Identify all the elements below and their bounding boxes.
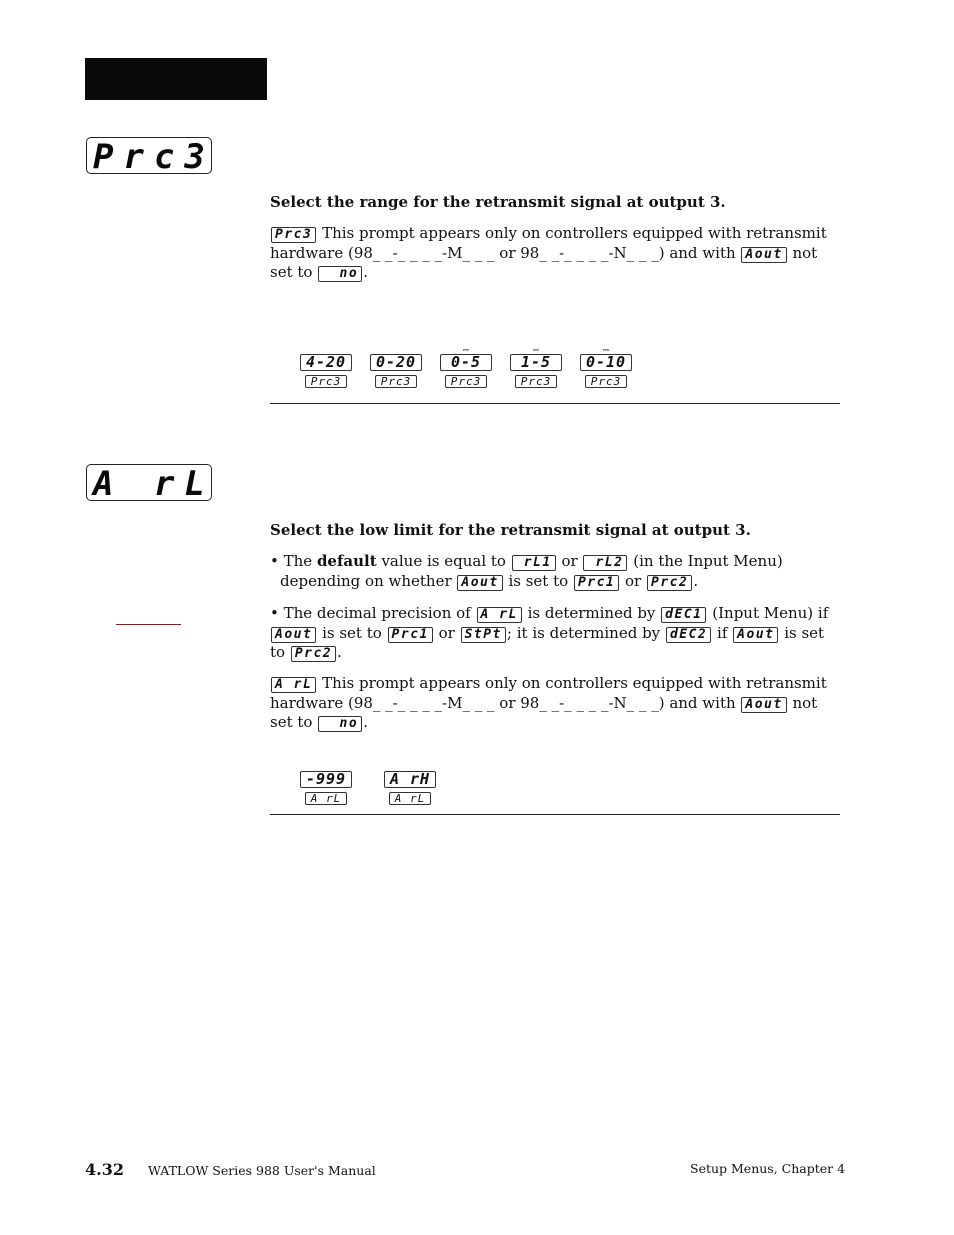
prompt-token: Aout xyxy=(457,575,502,591)
prompt-token: Prc1 xyxy=(574,575,619,591)
section2-bullet-precision: • The decimal precision of A rL is determined by dEC1 (Input Menu) if Aout is set to Prc1 or StPt ; it is determined by dEC2 if Aout is set to Prc2 . xyxy=(270,604,829,661)
section2-bullet-default: • The default value is equal to rL1 or rL2 (in the Input Menu) depending on whether Aout is set to Prc1 or Prc2 . xyxy=(270,552,783,590)
prompt-token: dEC1 xyxy=(661,607,706,623)
prompt-token: Prc3 xyxy=(271,227,316,243)
section1-divider xyxy=(270,403,840,404)
prompt-token: Aout xyxy=(741,697,786,713)
prompt-token: A rL xyxy=(271,677,316,693)
option-0-5: ⎓ 0-5 Prc3 xyxy=(436,346,496,388)
prompt-token: no xyxy=(318,716,362,732)
section2-heading: Select the low limit for the retransmit signal at output 3. xyxy=(270,521,751,539)
prompt-token: Aout xyxy=(271,627,316,643)
option-0-10: ⎓ 0-10 Prc3 xyxy=(576,346,636,388)
chapter-title: Setup Menus, Chapter 4 xyxy=(690,1161,846,1176)
prompt-token: Aout xyxy=(733,627,778,643)
prompt-token: Aout xyxy=(741,247,786,263)
prompt-display-prc3: Prc3 xyxy=(86,137,212,174)
prompt-token: rL1 xyxy=(512,555,556,571)
option-0-20: 0-20 Prc3 xyxy=(366,346,426,388)
option-a-rh: A rH A rL xyxy=(380,771,440,805)
section1-heading: Select the range for the retransmit signal at output 3. xyxy=(270,193,726,211)
manual-title: WATLOW Series 988 User's Manual xyxy=(148,1163,376,1178)
section1-note: Prc3 This prompt appears only on controllers equipped with retransmit hardware (98_ _-_ _ _ _-M_ _ _ or 98_ _-_ _ _ _-N_ _ _) and with Aout not set to no . xyxy=(270,224,827,281)
prompt-display-a-rl: A rL xyxy=(86,464,212,501)
option-minus-999: -999 A rL xyxy=(296,771,356,805)
prompt-token: StPt xyxy=(461,627,506,643)
section2-note: A rL This prompt appears only on controllers equipped with retransmit hardware (98_ _-_ _ _ _-M_ _ _ or 98_ _-_ _ _ _-N_ _ _) and with Aout not set to no . xyxy=(270,674,827,731)
option-1-5: ⎓ 1-5 Prc3 xyxy=(506,346,566,388)
prompt-token: rL2 xyxy=(583,555,627,571)
page-number: 4.32 xyxy=(85,1160,124,1179)
prompt-token: Prc1 xyxy=(388,627,433,643)
prompt-token: Prc2 xyxy=(647,575,692,591)
prompt-token: A rL xyxy=(477,607,522,623)
prompt-token: Prc2 xyxy=(291,646,336,662)
chapter-header-bar xyxy=(85,58,267,100)
prompt-token: dEC2 xyxy=(666,627,711,643)
section2-divider xyxy=(270,814,840,815)
option-4-20: 4-20 Prc3 xyxy=(296,346,356,388)
prompt-token: no xyxy=(318,266,362,282)
side-note-rule xyxy=(116,624,181,625)
